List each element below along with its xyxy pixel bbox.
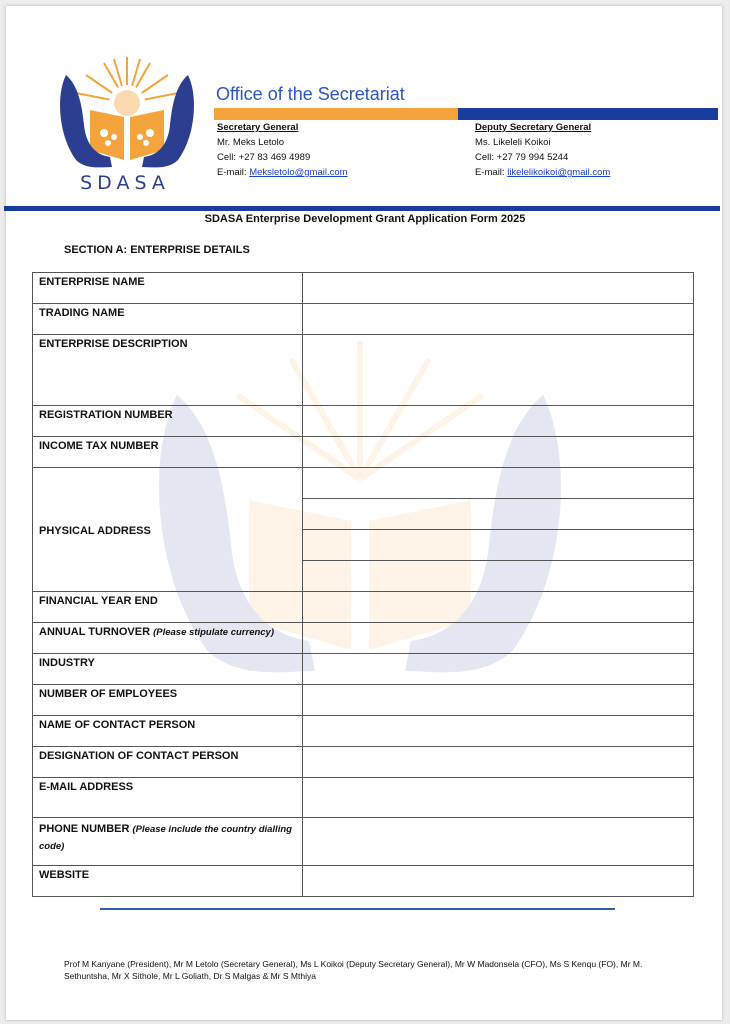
label-financial-year-end: FINANCIAL YEAR END [33, 592, 303, 623]
input-income-tax-number[interactable] [303, 437, 694, 468]
label-email-address: E-MAIL ADDRESS [33, 778, 303, 818]
label-contact-person-designation: DESIGNATION OF CONTACT PERSON [33, 747, 303, 778]
input-trading-name[interactable] [303, 304, 694, 335]
secretary-email-link[interactable]: Meksletolo@gmail.com [249, 167, 348, 178]
footer-divider [100, 908, 615, 910]
phone-number-label-text: PHONE NUMBER [39, 823, 130, 835]
deputy-contact [475, 120, 610, 180]
input-physical-address-line-4[interactable] [303, 561, 694, 592]
annual-turnover-label-text: ANNUAL TURNOVER [39, 626, 151, 638]
input-website[interactable] [303, 866, 694, 897]
deputy-name: Ms. Likeleli Koikoi [475, 137, 551, 148]
deputy-role: Deputy Secretary General [475, 122, 592, 133]
input-number-of-employees[interactable] [303, 685, 694, 716]
label-income-tax-number: INCOME TAX NUMBER [33, 437, 303, 468]
input-industry[interactable] [303, 654, 694, 685]
secretary-contact [217, 120, 348, 180]
secretary-email-label: E-mail: [217, 167, 247, 178]
section-title: SECTION A: ENTERPRISE DETAILS [64, 244, 250, 256]
input-physical-address-line-1[interactable] [303, 468, 694, 499]
header-bar-orange [214, 108, 458, 120]
label-registration-number: REGISTRATION NUMBER [33, 406, 303, 437]
input-phone-number[interactable] [303, 818, 694, 866]
input-contact-person-designation[interactable] [303, 747, 694, 778]
footer-board-members: Prof M Kanyane (President), Mr M Letolo (Secretary General), Ms L Koikoi (Deputy Secretary General), Mr W Madonsela (CFO), Ms S Kenqu (FO), Mr M. Sethuntsha, Mr X Sithole, Mr L Goliath, Dr S Malgas & Mr S Mthiya [64, 959, 643, 981]
phone-number-note: (Please include the country dialling code) [39, 824, 292, 852]
label-website: WEBSITE [33, 866, 303, 897]
label-enterprise-name: ENTERPRISE NAME [33, 273, 303, 304]
header-divider [4, 206, 720, 211]
input-enterprise-description[interactable] [303, 335, 694, 406]
secretary-role: Secretary General [217, 122, 299, 133]
deputy-cell: Cell: +27 79 994 5244 [475, 152, 569, 163]
enterprise-details-table [32, 272, 694, 897]
input-registration-number[interactable] [303, 406, 694, 437]
input-email-address[interactable] [303, 778, 694, 818]
input-physical-address-line-3[interactable] [303, 530, 694, 561]
logo-wordmark: SDASA [80, 172, 170, 194]
label-physical-address: PHYSICAL ADDRESS [33, 468, 303, 592]
deputy-email-label: E-mail: [475, 167, 505, 178]
annual-turnover-note: (Please stipulate currency) [153, 627, 275, 638]
secretary-name: Mr. Meks Letolo [217, 137, 285, 148]
input-enterprise-name[interactable] [303, 273, 694, 304]
label-annual-turnover [33, 623, 303, 654]
label-industry: INDUSTRY [33, 654, 303, 685]
label-phone-number [33, 818, 303, 866]
deputy-email-link[interactable]: likelelikoikoi@gmail.com [507, 167, 611, 178]
header-bar-blue [458, 108, 718, 120]
input-contact-person-name[interactable] [303, 716, 694, 747]
secretary-cell: Cell: +27 83 469 4989 [217, 152, 311, 163]
input-financial-year-end[interactable] [303, 592, 694, 623]
input-physical-address-line-2[interactable] [303, 499, 694, 530]
office-title: Office of the Secretariat [216, 84, 405, 104]
input-annual-turnover[interactable] [303, 623, 694, 654]
label-number-of-employees: NUMBER OF EMPLOYEES [33, 685, 303, 716]
label-contact-person-name: NAME OF CONTACT PERSON [33, 716, 303, 747]
form-title: SDASA Enterprise Development Grant Application Form 2025 [204, 213, 526, 225]
label-trading-name: TRADING NAME [33, 304, 303, 335]
label-enterprise-description: ENTERPRISE DESCRIPTION [33, 335, 303, 406]
